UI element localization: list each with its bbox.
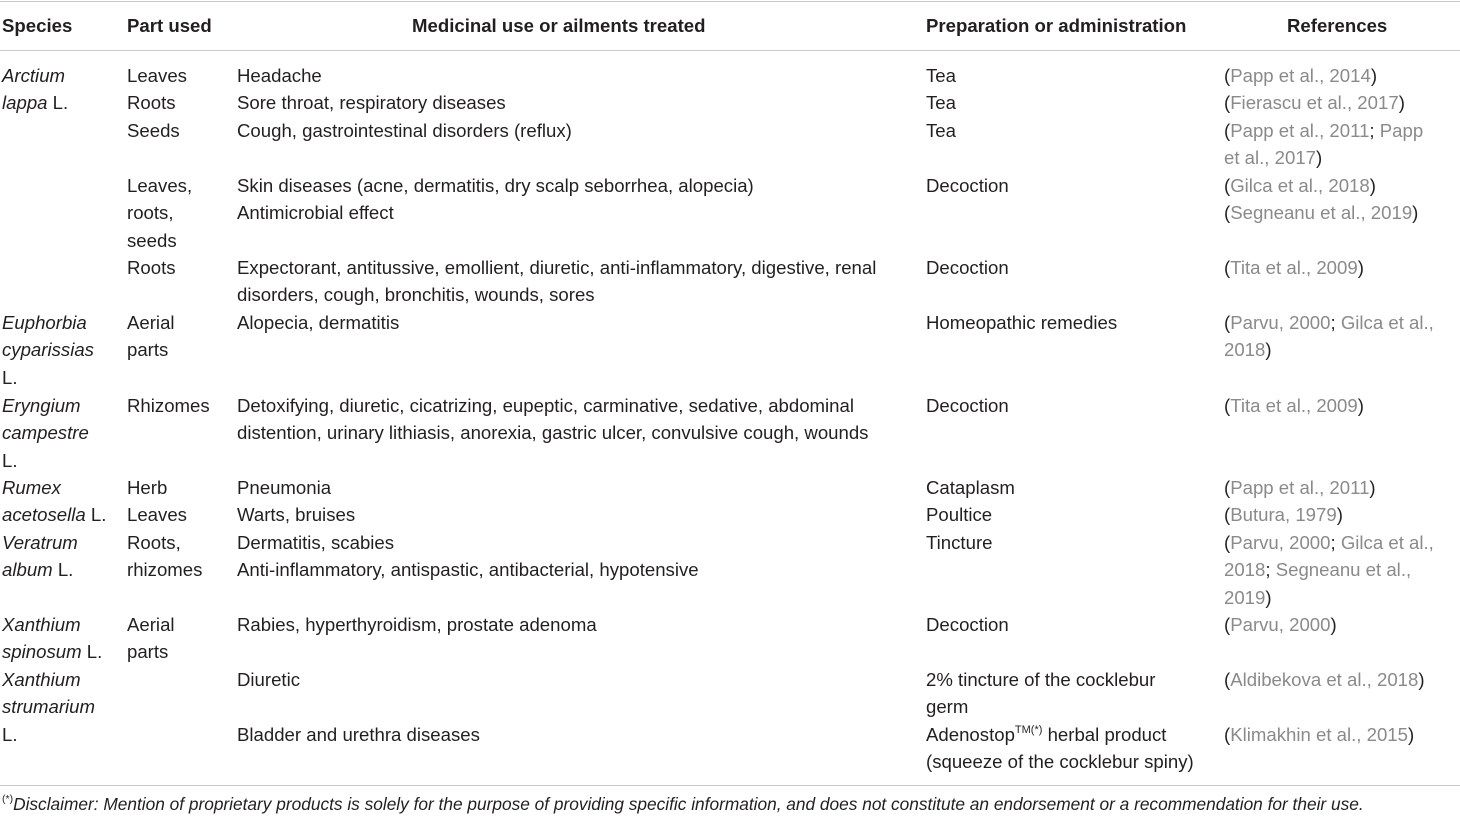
use-cell: Anti-inflammatory, antispastic, antibacterial, hypotensive (237, 559, 699, 580)
citation-link[interactable]: Segneanu et al., (1275, 559, 1412, 581)
top-rule (0, 1, 1460, 2)
citation-link[interactable]: Tita et al., 2009 (1230, 257, 1358, 278)
citation-link[interactable]: Butura, 1979 (1230, 504, 1337, 525)
citation-separator: ; (1369, 120, 1380, 141)
part-line: roots, (127, 202, 174, 224)
species-rumex (2, 474, 120, 529)
species-xanthium-strumarium (2, 666, 120, 748)
epithet: spinosum (2, 641, 82, 663)
epithet: acetosella (2, 504, 86, 526)
epithet: album (2, 559, 53, 581)
citation-separator: ; (1330, 312, 1341, 333)
trademark-superscript: TM(*) (1014, 723, 1043, 736)
species-arctium (2, 62, 120, 117)
ref-cell: (Tita et al., 2009) (1224, 257, 1364, 278)
ref-cell: (Fierascu et al., 2017) (1224, 92, 1405, 113)
use-cell: Rabies, hyperthyroidism, prostate adenoma (237, 614, 597, 635)
footnote-mark: (*) (2, 793, 14, 806)
epithet: strumarium (2, 696, 95, 718)
part-cell: Herb (127, 477, 168, 498)
species-veratrum (2, 529, 120, 584)
use-cell: Skin diseases (acne, dermatitis, dry scalp seborrhea, alopecia) (237, 175, 754, 196)
part-line: Aerial (127, 312, 175, 333)
part-cell: Leaves (127, 65, 187, 86)
citation-link[interactable]: Parvu, 2000 (1230, 532, 1331, 553)
prep-cell (926, 666, 1218, 721)
ref-cell: (Tita et al., 2009) (1224, 395, 1364, 416)
prep-cell (926, 721, 1218, 776)
part-cell: Leaves (127, 504, 187, 525)
part-line: Roots, (127, 532, 181, 553)
prep-cell: Tea (926, 92, 956, 113)
species-xanthium-spinosum (2, 611, 120, 666)
citation-link[interactable]: Papp et al., 2014 (1230, 65, 1371, 86)
part-line: seeds (127, 229, 177, 251)
use-cell: Warts, bruises (237, 504, 356, 525)
part-line: Leaves, (127, 175, 193, 196)
citation-link[interactable]: Parvu, 2000 (1230, 312, 1331, 333)
part-cell: Rhizomes (127, 395, 210, 416)
header-refs: References (1287, 15, 1388, 36)
citation-link[interactable]: Papp et al., 2011 (1230, 120, 1370, 141)
part-line: Aerial (127, 614, 175, 635)
citation-link[interactable]: Fierascu et al., 2017 (1230, 92, 1399, 113)
prep-cell: Cataplasm (926, 477, 1015, 498)
citation-link[interactable]: Papp et al., 2011 (1230, 477, 1370, 498)
header-use: Medicinal use or ailments treated (412, 15, 706, 36)
ref-cell: (Segneanu et al., 2019) (1224, 202, 1419, 223)
use-cell (237, 254, 917, 309)
ref-cell: (Parvu, 2000; Gilca et al., 2018; Segneanu et al., 2019) (1224, 532, 1434, 608)
prep-cell: Tincture (926, 532, 993, 553)
header-rule (0, 50, 1460, 51)
citation-link[interactable]: Parvu, 2000 (1230, 614, 1331, 635)
epithet: campestre (2, 422, 89, 444)
part-cell: Roots (127, 257, 176, 278)
ref-cell: (Klimakhin et al., 2015) (1224, 724, 1415, 745)
ref-cell: (Parvu, 2000) (1224, 614, 1337, 635)
header-part: Part used (127, 15, 212, 36)
use-cell: Headache (237, 65, 322, 86)
footnote-text: Disclaimer: Mention of proprietary products is solely for the purpose of providing specific information, and does not constitute an endorsement or a recommendation for their use. (13, 794, 1364, 814)
author: L. (2, 366, 18, 388)
genus: Xanthium (2, 669, 81, 690)
part-cell (127, 611, 227, 666)
use-cell: Antimicrobial effect (237, 202, 394, 223)
use-line: distention, urinary lithiasis, anorexia, gastric ulcer, convulsive cough, wounds (237, 422, 869, 444)
prep-cell: Decoction (926, 395, 1009, 416)
ref-cell: (Papp et al., 2011) (1224, 477, 1376, 498)
citation-link[interactable]: Gilca et al., (1340, 312, 1434, 333)
part-cell (127, 172, 227, 254)
genus: Rumex (2, 477, 61, 498)
citation-link[interactable]: 2019 (1224, 586, 1266, 608)
ref-cell: (Papp et al., 2011; Papp et al., 2017) (1224, 120, 1424, 169)
ref-cell: (Parvu, 2000; Gilca et al., 2018) (1224, 312, 1434, 361)
prep-line: herbal product (1042, 724, 1167, 745)
epithet: lappa (2, 92, 48, 114)
part-line: rhizomes (127, 559, 203, 581)
use-cell: Cough, gastrointestinal disorders (reflux) (237, 120, 572, 141)
author: L. (2, 723, 18, 745)
part-line: parts (127, 339, 169, 361)
part-cell: Roots (127, 92, 176, 113)
prep-line: (squeeze of the cocklebur spiny) (926, 751, 1194, 773)
use-cell (237, 392, 917, 447)
citation-link[interactable]: Klimakhin et al., 2015 (1230, 724, 1408, 745)
header-species: Species (2, 15, 73, 36)
prep-cell: Tea (926, 120, 956, 141)
author: L. (57, 559, 74, 581)
species-eryngium (2, 392, 120, 474)
genus: Arctium (2, 65, 66, 86)
author: L. (90, 504, 107, 526)
citation-link[interactable]: Segneanu et al., 2019 (1230, 202, 1413, 223)
genus: Xanthium (2, 614, 81, 635)
ref-cell: (Butura, 1979) (1224, 504, 1343, 525)
ref-cell: (Aldibekova et al., 2018) (1224, 669, 1425, 690)
citation-link[interactable]: Tita et al., 2009 (1230, 395, 1358, 416)
part-line: parts (127, 641, 169, 663)
prep-cell: Decoction (926, 257, 1009, 278)
part-cell (127, 529, 227, 584)
epithet: cyparissias (2, 339, 94, 361)
use-cell: Sore throat, respiratory diseases (237, 92, 506, 113)
header-prep: Preparation or administration (926, 15, 1187, 36)
citation-link[interactable]: 2018 (1224, 559, 1266, 581)
prep-cell: Decoction (926, 175, 1009, 196)
citation-link[interactable]: 2018 (1224, 339, 1266, 361)
use-cell: Pneumonia (237, 477, 332, 498)
use-cell: Diuretic (237, 669, 301, 690)
ref-cell: (Papp et al., 2014) (1224, 65, 1378, 86)
citation-link[interactable]: et al., 2017 (1224, 147, 1317, 169)
citation-link[interactable]: Gilca et al., 2018 (1230, 175, 1370, 196)
author: L. (86, 641, 103, 663)
genus: Veratrum (2, 532, 78, 553)
prep-cell: Poultice (926, 504, 993, 525)
use-line: Detoxifying, diuretic, cicatrizing, eupeptic, carminative, sedative, abdominal (237, 395, 854, 416)
table-footnote (2, 793, 1458, 815)
prep-cell: Homeopathic remedies (926, 312, 1118, 333)
prep-cell: Tea (926, 65, 956, 86)
author: L. (2, 449, 18, 471)
part-cell: Seeds (127, 120, 180, 141)
prep-line: 2% tincture of the cocklebur (926, 669, 1156, 690)
part-cell (127, 309, 227, 364)
genus: Eryngium (2, 395, 81, 416)
author: L. (52, 92, 69, 114)
citation-link[interactable]: Papp (1379, 120, 1424, 141)
ref-cell: (Gilca et al., 2018) (1224, 175, 1376, 196)
species-euphorbia (2, 309, 120, 391)
bottom-rule (0, 785, 1460, 786)
use-line: Expectorant, antitussive, emollient, diuretic, anti-inflammatory, digestive, renal (237, 257, 877, 278)
citation-link[interactable]: Aldibekova et al., 2018 (1230, 669, 1419, 690)
citation-link[interactable]: Gilca et al., (1340, 532, 1434, 553)
genus: Euphorbia (2, 312, 87, 333)
use-line: disorders, cough, bronchitis, wounds, sores (237, 284, 595, 306)
use-cell: Dermatitis, scabies (237, 532, 395, 553)
prep-line: germ (926, 696, 969, 718)
prep-cell: Decoction (926, 614, 1009, 635)
use-cell: Alopecia, dermatitis (237, 312, 400, 333)
product-name: Adenostop (926, 724, 1015, 745)
use-cell: Bladder and urethra diseases (237, 724, 480, 745)
